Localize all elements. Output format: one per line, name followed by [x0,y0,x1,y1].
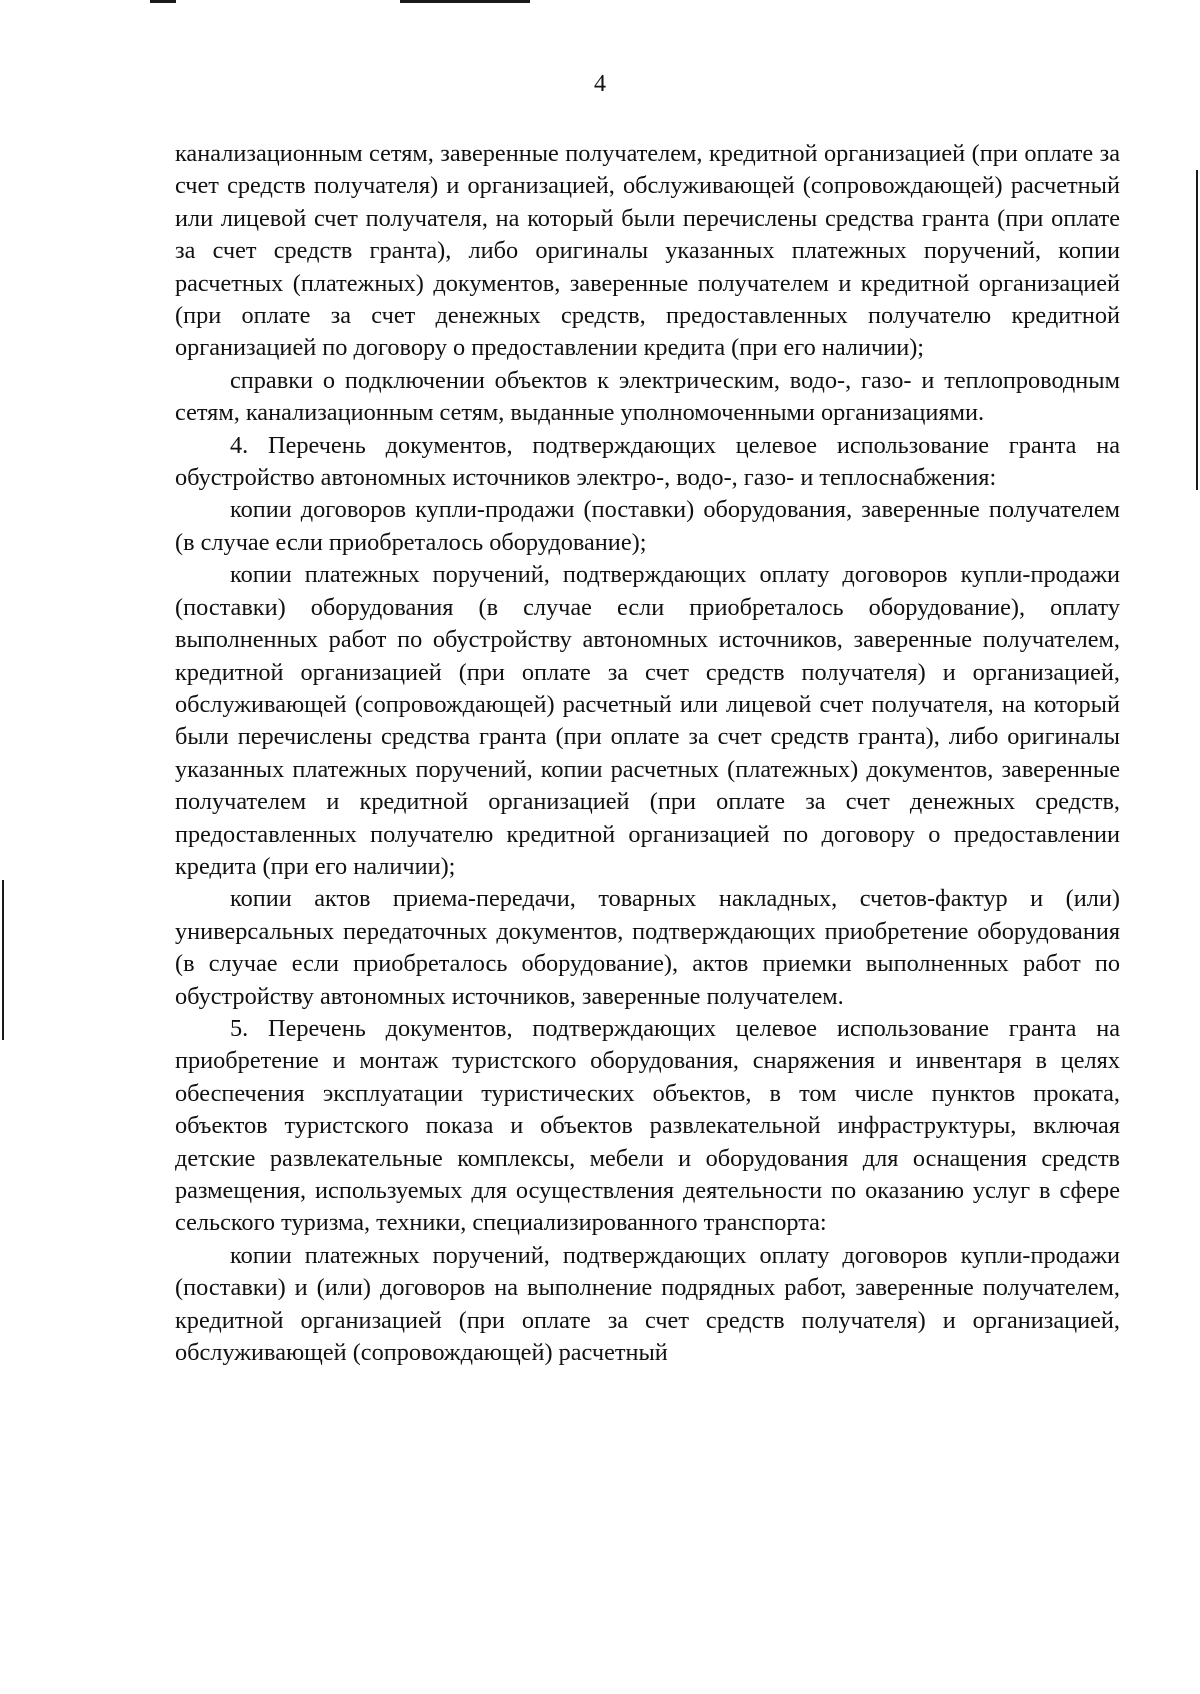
paragraph-3: 4. Перечень документов, подтверждающих целевое использование гранта на обустройство автономных источников электро-, водо-, газо- и теплоснабжения: [175,431,1120,492]
scan-mark-top-center [400,0,530,3]
scan-mark-top-left [150,0,176,3]
page-number: 4 [594,71,606,97]
scan-mark-left-edge [2,880,4,1040]
paragraph-2: справки о подключении объектов к электрическим, водо-, газо- и теплопроводным сетям, канализационным сетям, выданные уполномоченными организациями. [175,366,1120,427]
paragraph-5: копии платежных поручений, подтверждающих оплату договоров купли-продажи (поставки) оборудования (в случае если приобреталось оборудование), оплату выполненных работ по обустройству автономных источников, заверенные получателем, кредитной организацией (при оплате за счет средств получателя) и организацией, обслуживающей (сопровождающей) расчетный или лицевой счет получателя, на который были перечислены средства гранта (при оплате за счет средств гранта), либо оригиналы указанных платежных поручений, копии расчетных (платежных) документов, заверенные получателем и кредитной организацией (при оплате за счет денежных средств, предоставленных получателю кредитной организацией по договору о предоставлении кредита (при его наличии); [175,561,1120,880]
paragraph-6: копии актов приема-передачи, товарных накладных, счетов-фактур и (или) универсальных передаточных документов, подтверждающих приобретение оборудования (в случае если приобреталось оборудование), актов приемки выполненных работ по обустройству автономных источников, заверенные получателем. [175,885,1120,1010]
paragraph-4: копии договоров купли-продажи (поставки) оборудования, заверенные получателем (в случае если приобреталось оборудование); [175,496,1120,556]
scan-mark-right-edge [1196,170,1198,490]
paragraph-8: копии платежных поручений, подтверждающих оплату договоров купли-продажи (поставки) и (или) договоров на выполнение подрядных работ, заверенные получателем, кредитной организацией (при оплате за счет средств получателя) и организацией, обслуживающей (сопровождающей) расчетный [175,1241,1120,1367]
document-body [175,138,1120,1369]
paragraph-7: 5. Перечень документов, подтверждающих целевое использование гранта на приобретение и монтаж туристского оборудования, снаряжения и инвентаря в целях обеспечения эксплуатации туристических объектов, в том числе пунктов проката, объектов туристского показа и объектов развлекательной инфраструктуры, включая детские развлекательные комплексы, мебели и оборудования для оснащения средств размещения, используемых для осуществления деятельности по оказанию услуг в сфере сельского туризма, техники, специализированного транспорта: [175,1014,1120,1237]
paragraph-1: канализационным сетям, заверенные получателем, кредитной организацией (при оплате за счет средств получателя) и организацией, обслуживающей (сопровождающей) расчетный или лицевой счет получателя, на который были перечислены средства гранта (при оплате за счет средств гранта), либо оригиналы указанных платежных поручений, копии расчетных (платежных) документов, заверенные получателем и кредитной организацией (при оплате за счет денежных средств, предоставленных получателю кредитной организацией по договору о предоставлении кредита (при его наличии); [175,140,1120,362]
